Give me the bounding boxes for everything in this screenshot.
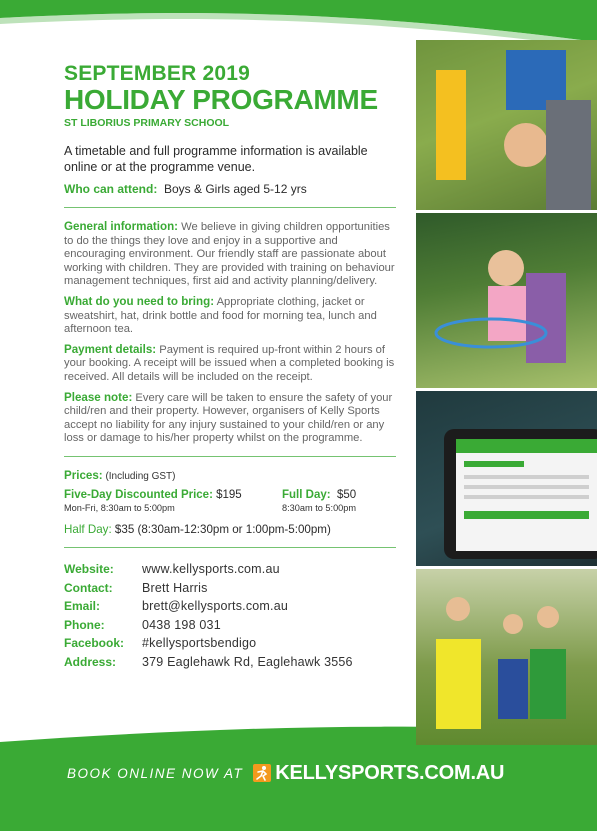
page-title: HOLIDAY PROGRAMME (64, 84, 378, 115)
phone-number[interactable]: 0438 198 031 (142, 617, 221, 632)
photo-tablet-booking (416, 391, 597, 566)
five-day-price (64, 488, 242, 514)
section-label: Please note: (64, 390, 133, 404)
venue-name: ST LIBORIUS PRIMARY SCHOOL (64, 117, 230, 129)
contact-row-email (64, 597, 396, 616)
photo-hula-hoop-girls (416, 213, 597, 388)
general-information (64, 220, 396, 289)
divider (64, 547, 396, 548)
section-label: What do you need to bring: (64, 294, 215, 308)
email-link[interactable]: brett@kellysports.com.au (142, 599, 289, 614)
prices-heading (64, 469, 396, 482)
full-day-amount: $50 (336, 488, 357, 501)
contact-details (64, 560, 396, 671)
half-day-label: Half Day: (64, 522, 112, 536)
photo-child-upside-down (416, 40, 597, 210)
five-day-amount: $195 (216, 488, 242, 501)
intro-text: A timetable and full programme information is available online or at the programme venue. (64, 144, 368, 174)
divider (64, 207, 396, 208)
who-can-attend-label: Who can attend: (64, 182, 158, 196)
contact-label: Contact: (64, 580, 113, 595)
contact-label: Website: (64, 562, 114, 577)
half-day-price (64, 522, 396, 537)
section-label: General information: (64, 220, 179, 233)
contact-row-contact (64, 578, 396, 597)
contact-label: Address: (64, 654, 117, 669)
contact-row-facebook (64, 634, 396, 653)
contact-row-phone (64, 615, 396, 634)
prices-label: Prices: (64, 468, 103, 482)
prices-note: (Including GST) (105, 470, 176, 482)
please-note (64, 391, 396, 446)
full-day-time: 8:30am to 5:00pm (282, 502, 357, 513)
photo-sack-race (416, 569, 597, 745)
facebook-handle[interactable]: #kellysportsbendigo (142, 636, 257, 651)
divider (64, 456, 396, 457)
programme-date: SEPTEMBER 2019 (64, 62, 251, 85)
section-text: Appropriate clothing, jacket or sweatshirt, hat, drink bottle and food for morning tea, lunch and afternoon tea. (64, 295, 377, 336)
kellysports-logo-icon (253, 764, 271, 782)
half-day-value: $35 (8:30am-12:30pm or 1:00pm-5:00pm) (114, 522, 331, 536)
contact-row-website (64, 560, 396, 579)
full-day-price (282, 488, 356, 514)
website-logo-text: KELLYSPORTS.COM.AU (275, 761, 505, 784)
section-label: Payment details: (64, 342, 157, 356)
contact-name: Brett Harris (142, 580, 208, 595)
contact-label: Facebook: (64, 636, 125, 651)
contact-label: Phone: (64, 617, 105, 632)
section-text: Payment is required up-front within 2 hours of your booking. A receipt will be issued when a completed booking is received. All details will be included on the receipt. (64, 343, 395, 383)
who-can-attend-value: Boys & Girls aged 5-12 yrs (164, 182, 307, 196)
address: 379 Eaglehawk Rd, Eaglehawk 3556 (142, 654, 353, 669)
book-online-banner[interactable] (67, 761, 504, 785)
full-day-label: Full Day: (282, 488, 331, 501)
section-text: Every care will be taken to ensure the safety of your child/ren and their property. However, organisers of Kelly Sports accept no liability for any injury sustained to your child/ren or any loss or damage to his/her property whilst on the programme. (64, 391, 393, 445)
website-link[interactable]: www.kellysports.com.au (142, 562, 280, 577)
flyer-content (64, 62, 396, 671)
contact-row-address (64, 652, 396, 671)
five-day-label: Five-Day Discounted Price: (64, 488, 213, 501)
contact-label: Email: (64, 599, 101, 614)
payment-details (64, 343, 396, 385)
photo-column (416, 40, 597, 745)
price-options (64, 488, 396, 518)
what-to-bring (64, 295, 396, 337)
five-day-time: Mon-Fri, 8:30am to 5:00pm (64, 502, 175, 513)
section-text: We believe in giving children opportunities to do the things they love and enjoy in a supportive and encouraging environment. Our friendly staff are passionate about working with children. They are provided with training on behaviour management techniques, first aid and activity planning/delivery. (64, 221, 395, 288)
who-can-attend (64, 181, 396, 197)
book-online-text: BOOK ONLINE NOW AT (67, 765, 244, 781)
